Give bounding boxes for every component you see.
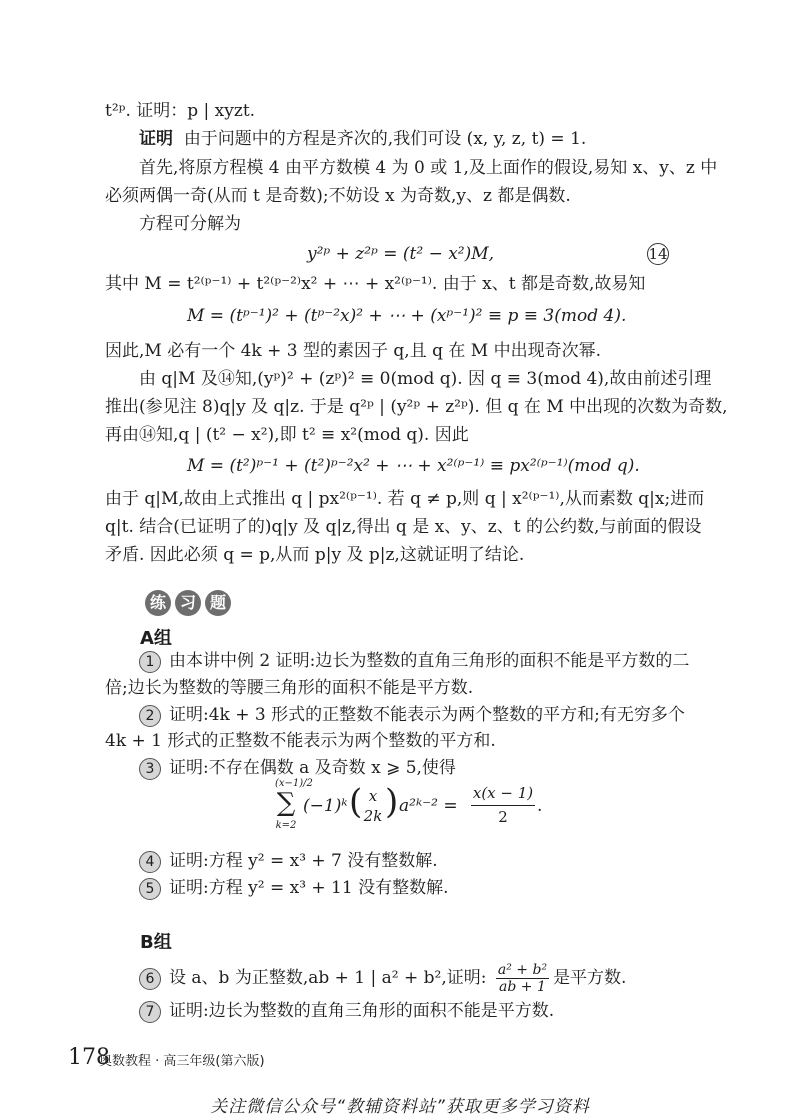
binom-bottom: 2k: [363, 807, 383, 825]
group-a-heading: A组: [140, 628, 172, 649]
problem-6-tail: 是平方数.: [553, 968, 627, 988]
rhs-numerator: x(x − 1): [472, 784, 534, 802]
line-5: 方程可分解为: [139, 214, 241, 234]
problem-number: 4: [139, 851, 161, 873]
line-7: 因此,M 必有一个 4k + 3 型的素因子 q,且 q 在 M 中出现奇次幂.: [105, 341, 602, 361]
rhs-fraction-bar: [471, 805, 535, 806]
problem-2-cont: 4k + 1 形式的正整数不能表示为两个整数的平方和.: [105, 731, 496, 751]
problem-3: [139, 757, 456, 780]
sum-upper-limit: (x−1)/2: [275, 778, 313, 789]
exercise-title-char-3: 题: [205, 590, 231, 616]
problem-4-text: 证明:方程 y² = x³ + 7 没有整数解.: [169, 851, 438, 871]
problem-7: [139, 1000, 554, 1023]
exercise-title: [145, 590, 231, 616]
problem-2: [139, 704, 685, 727]
problem-6-fraction: [496, 962, 549, 995]
line-12: q|t. 结合(已证明了的)q|y 及 q|z,得出 q 是 x、y、z、t 的公约数,与前面的假设: [105, 517, 702, 537]
problem-number: 2: [139, 705, 161, 727]
fraction-denominator: ab + 1: [499, 979, 546, 995]
proof-label: 证明: [139, 129, 173, 149]
exercise-title-char-2: 习: [175, 590, 201, 616]
summation-formula: [275, 778, 545, 838]
book-title: 奥数教程 · 高三年级(第六版): [99, 1054, 265, 1069]
formula-period: .: [537, 796, 543, 816]
problem-5: [139, 877, 449, 900]
fraction-numerator: a² + b²: [497, 962, 548, 978]
line-13: 矛盾. 因此必须 q = p,从而 p|y 及 p|z,这就证明了结论.: [105, 545, 525, 565]
problem-2-text: 证明:4k + 3 形式的正整数不能表示为两个整数的平方和;有无穷多个: [169, 705, 685, 725]
line-6: 其中 M = t²⁽ᵖ⁻¹⁾ + t²⁽ᵖ⁻²⁾x² + ⋯ + x²⁽ᵖ⁻¹⁾. 由于 x、t 都是奇数,故易知: [105, 274, 646, 294]
problem-6-text: 设 a、b 为正整数,ab + 1 | a² + b²,证明:: [169, 968, 487, 988]
problem-number: 5: [139, 878, 161, 900]
sigma-icon: ∑: [276, 788, 296, 818]
binom-open-paren: (: [349, 782, 363, 822]
problem-1-text: 由本讲中例 2 证明:边长为整数的直角三角形的面积不能是平方数的二: [169, 651, 690, 671]
binom-top: x: [368, 787, 378, 805]
line-1: t²ᵖ. 证明：p | xyzt.: [105, 101, 256, 121]
line-8: 由 q|M 及⑭知,(yᵖ)² + (zᵖ)² ≡ 0(mod q). 因 q ≡ 3(mod 4),故由前述引理: [139, 369, 712, 389]
page-number: 178: [68, 1045, 110, 1070]
equation-m2: M = (t²)ᵖ⁻¹ + (t²)ᵖ⁻²x² + ⋯ + x²⁽ᵖ⁻¹⁾ ≡ px²⁽ᵖ⁻¹⁾(mod q).: [187, 456, 640, 476]
problem-3-text: 证明:不存在偶数 a 及奇数 x ⩾ 5,使得: [169, 758, 456, 778]
sum-power: a²ᵏ⁻² =: [399, 796, 458, 816]
equation-14: y²ᵖ + z²ᵖ = (t² − x²)M,: [307, 244, 495, 264]
equation-m1: M = (tᵖ⁻¹)² + (tᵖ⁻²x)² + ⋯ + (xᵖ⁻¹)² ≡ p ≡ 3(mod 4).: [187, 306, 627, 326]
watermark-text: 关注微信公众号“教辅资料站”获取更多学习资料: [210, 1097, 590, 1117]
problem-number: 1: [139, 651, 161, 673]
line-2: [139, 128, 586, 150]
sum-lower-limit: k=2: [275, 820, 297, 831]
exercise-title-char-1: 练: [145, 590, 171, 616]
problem-number: 7: [139, 1001, 161, 1023]
line-10: 再由⑭知,q | (t² − x²),即 t² ≡ x²(mod q). 因此: [105, 425, 469, 445]
sum-term: (−1)ᵏ: [303, 796, 348, 816]
line-3: 首先,将原方程模 4 由平方数模 4 为 0 或 1,及上面作的假设,易知 x、y、z 中: [139, 158, 718, 178]
rhs-denominator: 2: [498, 808, 508, 826]
problem-4: [139, 850, 438, 873]
problem-1: [139, 650, 689, 673]
problem-number: 3: [139, 758, 161, 780]
problem-5-text: 证明:方程 y² = x³ + 11 没有整数解.: [169, 878, 449, 898]
line-9: 推出(参见注 8)q|y 及 q|z. 于是 q²ᵖ | (y²ᵖ + z²ᵖ). 但 q 在 M 中出现的次数为奇数,: [105, 397, 728, 417]
line-4: 必须两偶一奇(从而 t 是奇数);不妨设 x 为奇数,y、z 都是偶数.: [105, 186, 571, 206]
problem-6: [139, 962, 626, 995]
group-b-heading: B组: [140, 932, 172, 953]
problem-1-cont: 倍;边长为整数的等腰三角形的面积不能是平方数.: [105, 678, 474, 698]
line-11: 由于 q|M,故由上式推出 q | px²⁽ᵖ⁻¹⁾. 若 q ≠ p,则 q | x²⁽ᵖ⁻¹⁾,从而素数 q|x;进而: [105, 489, 705, 509]
equation-number: 14: [648, 245, 668, 263]
line-2-text: 由于问题中的方程是齐次的,我们可设 (x, y, z, t) = 1.: [183, 129, 587, 149]
binom-close-paren: ): [385, 782, 399, 822]
problem-7-text: 证明:边长为整数的直角三角形的面积不能是平方数.: [169, 1001, 555, 1021]
problem-number: 6: [139, 968, 161, 990]
